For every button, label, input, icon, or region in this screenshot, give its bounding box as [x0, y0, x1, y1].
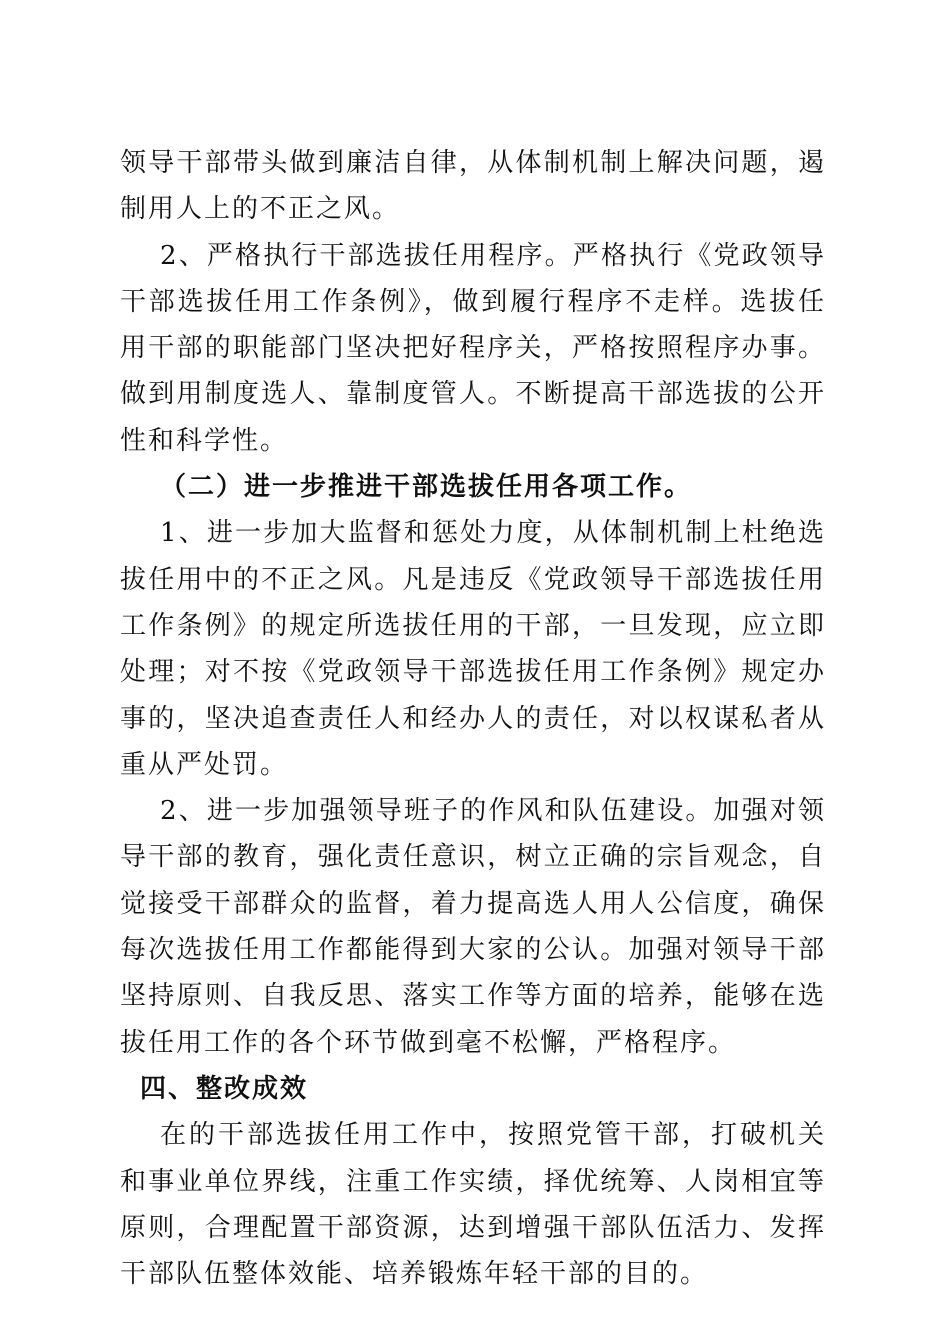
paragraph-team-building: 2、进一步加强领导班子的作风和队伍建设。加强对领导干部的教育，强化责任意识，树立正确的宗旨观念，自觉接受干部群众的监督，着力提高选人用人公信度，确保每次选拔任用工作都能得到大家的公认。加强对领导干部坚持原则、自我反思、落实工作等方面的培养，能够在选拔任用工作的各个环节做到毫不松懈，严格程序。 — [120, 796, 826, 1058]
section-heading-results: 四、整改成效 — [140, 1073, 309, 1104]
paragraph-continued: 领导干部带头做到廉洁自律，从体制机制上解决问题，遏制用人上的不正之风。 — [120, 148, 826, 225]
section-heading-promote-work: （二）进一步推进干部选拔任用各项工作。 — [160, 472, 693, 503]
document-body — [120, 140, 826, 1297]
paragraph-supervision: 1、进一步加大监督和惩处力度，从体制机制上杜绝选拔任用中的不正之风。凡是违反《党政领导干部选拔任用工作条例》的规定所选拔任用的干部，一旦发现，应立即处理；对不按《党政领导干部选拔任用工作条例》规定办事的，坚决追查责任人和经办人的责任，对以权谋私者从重从严处罚。 — [120, 518, 826, 780]
paragraph-results: 在的干部选拔任用工作中，按照党管干部，打破机关和事业单位界线，注重工作实绩，择优统筹、人岗相宜等原则，合理配置干部资源，达到增强干部队伍活力、发挥干部队伍整体效能、培养锻炼年轻干部的目的。 — [120, 1120, 826, 1290]
paragraph-selection-procedure: 2、严格执行干部选拔任用程序。严格执行《党政领导干部选拔任用工作条例》，做到履行程序不走样。选拔任用干部的职能部门坚决把好程序关，严格按照程序办事。做到用制度选人、靠制度管人。不断提高干部选拔的公开性和科学性。 — [120, 240, 826, 456]
